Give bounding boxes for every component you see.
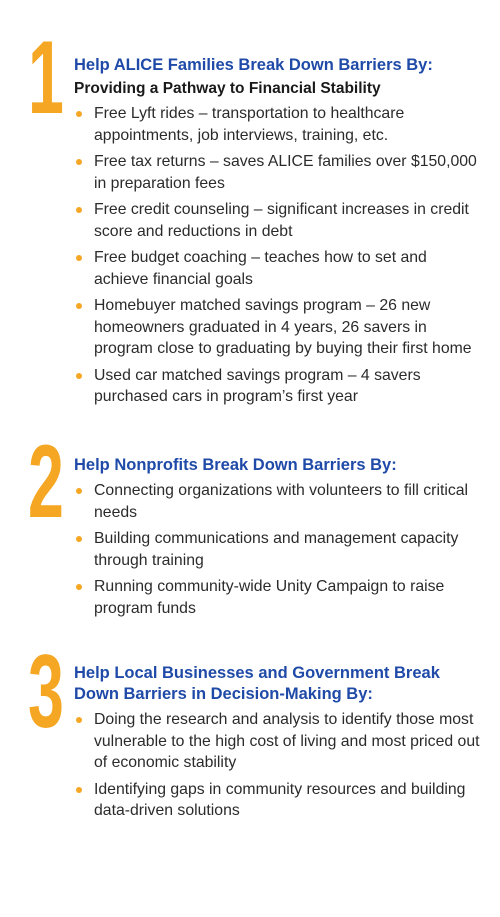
list-item-text: Running community-wide Unity Campaign to raise program funds [94, 578, 445, 617]
bullet-list-3 [74, 709, 484, 822]
list-item-text: Free credit counseling – significant increases in credit score and reductions in debt [94, 201, 469, 240]
list-item-text: Used car matched savings program – 4 savers purchased cars in program’s first year [94, 366, 421, 405]
list-item [74, 480, 484, 523]
bullet-dot-icon [76, 717, 82, 723]
list-item-text: Identifying gaps in community resources and building data-driven solutions [94, 780, 466, 819]
list-item [74, 247, 484, 290]
bullet-dot-icon [76, 255, 82, 261]
list-item-text: Building communications and management capacity through training [94, 530, 459, 569]
list-item [74, 779, 484, 822]
bullet-dot-icon [76, 373, 82, 379]
section-content-3 [74, 663, 484, 827]
bullet-dot-icon [76, 536, 82, 542]
bullet-list-1 [74, 103, 484, 408]
list-item [74, 528, 484, 571]
section-content-1 [74, 55, 484, 413]
list-item-text: Free tax returns – saves ALICE families over $150,000 in preparation fees [94, 153, 477, 192]
bullet-dot-icon [76, 787, 82, 793]
list-item-text: Doing the research and analysis to identify those most vulnerable to the high cost of living and most priced out of economic stability [94, 711, 480, 771]
bullet-dot-icon [76, 584, 82, 590]
section-heading-1: Help ALICE Families Break Down Barriers By: [74, 56, 433, 74]
list-item-text: Free Lyft rides – transportation to healthcare appointments, job interviews, training, etc. [94, 105, 405, 144]
list-item [74, 365, 484, 408]
section-heading-3: Help Local Businesses and Government Break Down Barriers in Decision-Making By: [74, 664, 440, 703]
bullet-dot-icon [76, 159, 82, 165]
list-item-text: Free budget coaching – teaches how to set and achieve financial goals [94, 249, 427, 288]
bullet-dot-icon [76, 207, 82, 213]
section-subheading-1: Providing a Pathway to Financial Stability [74, 80, 381, 97]
section-number-1: 1 [28, 20, 63, 136]
section-number-2: 2 [28, 424, 63, 540]
list-item [74, 295, 484, 360]
list-item-text: Homebuyer matched savings program – 26 new homeowners graduated in 4 years, 26 savers in program close to graduating by buying their first home [94, 297, 472, 357]
list-item [74, 151, 484, 194]
bullet-dot-icon [76, 303, 82, 309]
list-item [74, 576, 484, 619]
list-item [74, 709, 484, 774]
section-number-3: 3 [28, 634, 63, 750]
bullet-dot-icon [76, 488, 82, 494]
bullet-dot-icon [76, 111, 82, 117]
section-heading-2: Help Nonprofits Break Down Barriers By: [74, 456, 397, 474]
list-item [74, 199, 484, 242]
list-item [74, 103, 484, 146]
bullet-list-2 [74, 480, 484, 619]
list-item-text: Connecting organizations with volunteers to fill critical needs [94, 482, 469, 521]
section-content-2 [74, 455, 484, 624]
